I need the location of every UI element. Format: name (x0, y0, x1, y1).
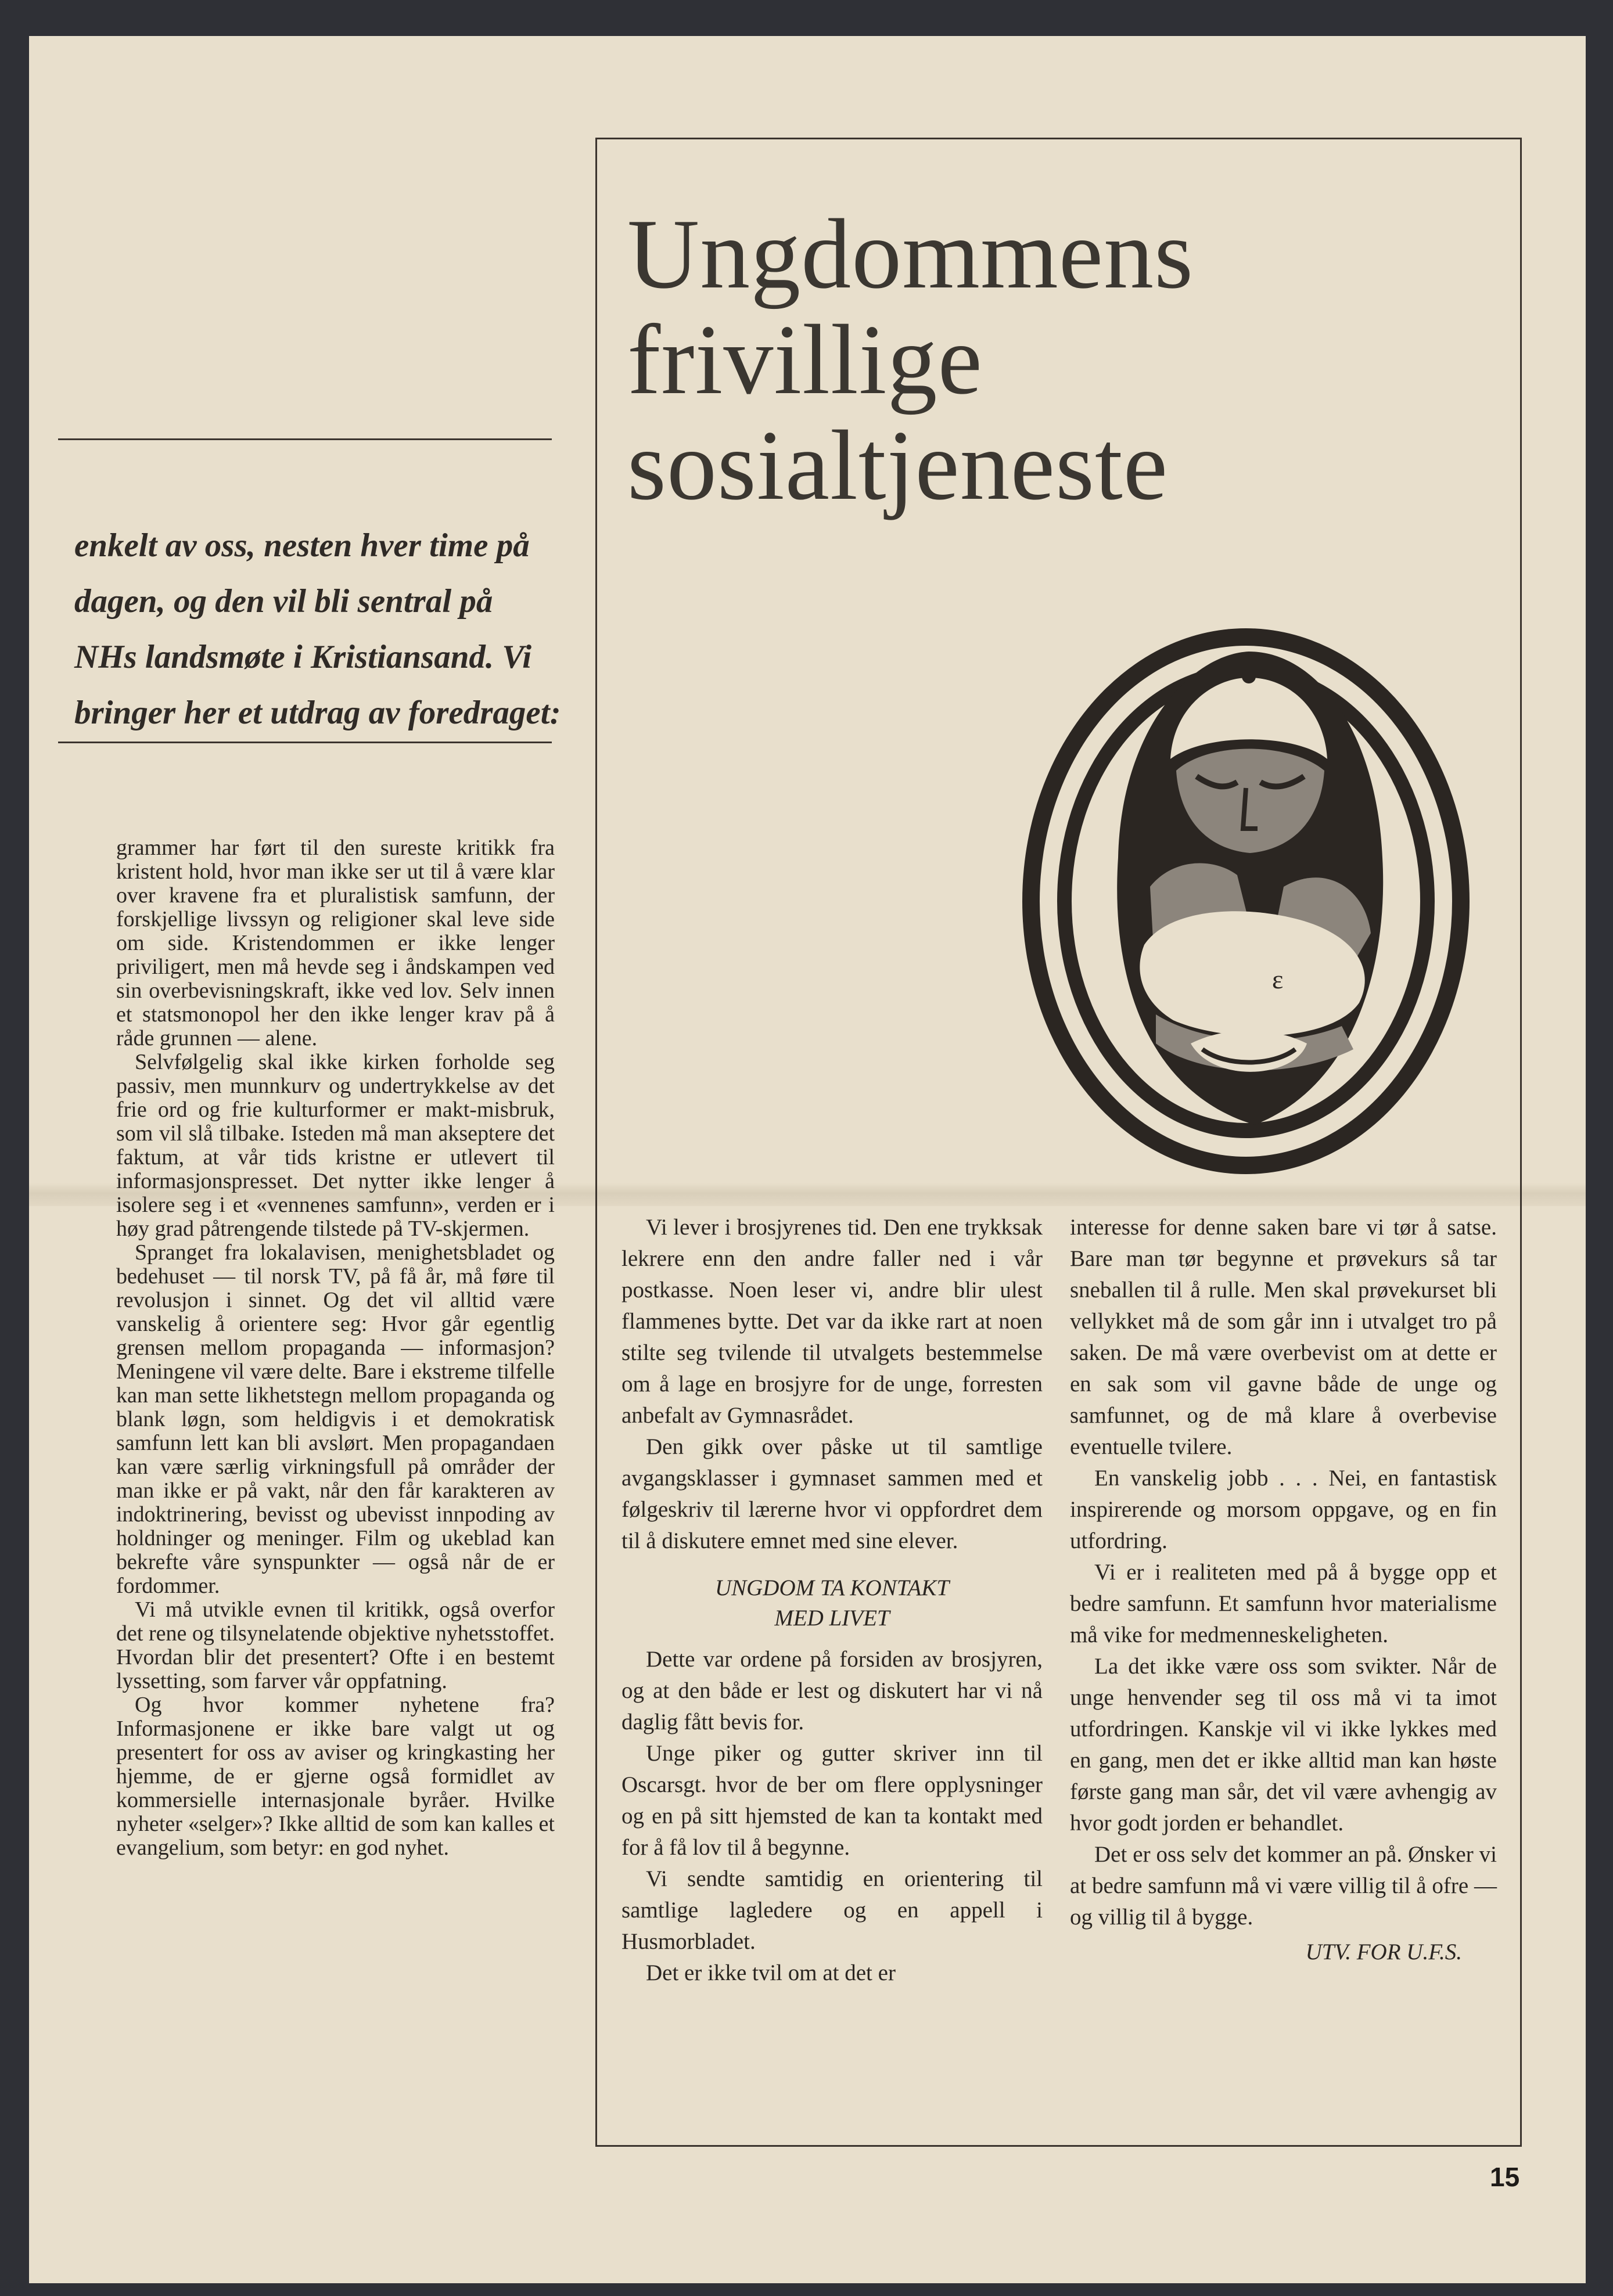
title-line: Ungdommens (627, 199, 1194, 310)
intro-line: NHs landsmøte i Kristiansand. Vi (74, 639, 532, 675)
paragraph: Dette var ordene på forsiden av brosjyren, og at den både er lest og diskutert har vi nå daglig fått bevis for. (622, 1647, 1043, 1734)
paragraph: Og hvor kommer nyhetene fra? Informasjonene er ikke bare valgt ut og presentert for oss av aviser og kringkasting her hjemme, de er gjerne også formidlet av kommersielle internasjonale byråer. Hvilke nyheter «selger»? Ikke alltid de som kan kalles et evangelium, som betyr: en god nyhet. (116, 1693, 555, 1860)
paragraph: La det ikke være oss som svikter. Når de unge henvender seg til oss må vi ta imot utfordringen. Kanskje vil vi ikke lykkes med en gang, men det er ikke alltid man kan høste første gang man sår, det vil være avhengig av hvor godt jorden er behandlet. (1070, 1654, 1497, 1836)
paragraph: grammer har ført til den sureste kritikk fra kristent hold, hvor man ikke ser ut til å være klar over kravene fra et pluralistisk samfunn, der forskjellige livssyn og religioner skal leve side om side. Kristendommen er ikke lenger priviligert, men må hevde seg i åndskampen ved sin overbevisningskraft, ikke ved lov. Selv innen et statsmonopol her den ikke lenger krav på å råde grunnen — alene. (116, 836, 555, 1050)
paragraph: Vi må utvikle evnen til kritikk, også overfor det rene og tilsynelatende objektive nyhetsstoffet. Hvordan blir det presentert? Ofte i en bestemt lyssetting, som farver vår oppfatning. (116, 1597, 555, 1693)
svg-text:ɛ: ɛ (1272, 965, 1284, 994)
body-column-left (116, 836, 555, 1860)
magazine-page (29, 36, 1586, 2283)
paragraph: Vi sendte samtidig en orientering til samtlige lagledere og en appell i Husmorbladet. (622, 1866, 1043, 1954)
paragraph: Unge piker og gutter skriver inn til Oscarsgt. hvor de ber om flere opplysninger og en på sitt hjemsted de kan ta kontakt med for å få lov til å begynne. (622, 1741, 1043, 1860)
article-signature: UTV. FOR U.F.S. (1305, 1939, 1462, 1964)
paragraph: En vanskelig jobb . . . Nei, en fantastisk inspirerende og morsom oppgave, og en fin utfordring. (1070, 1466, 1497, 1553)
paragraph: interesse for denne saken bare vi tør å satse. Bare man tør begynne et prøvekurs så tar sneballen til å rulle. Men skal prøvekurset bli vellykket må de som går inn i utvalget tro på saken. De må være overbevist om at dette er en sak som vil gavne både de unge og samfunnet, og de må klare å overbevise eventuelle tvilere. (1070, 1215, 1497, 1459)
article-subheading (622, 1573, 1043, 1633)
mother-and-child-illustration (982, 585, 1504, 1212)
intro-text (74, 518, 562, 741)
page-number: 15 (1490, 2162, 1520, 2192)
intro-bottom-rule (58, 742, 552, 743)
intro-line: enkelt av oss, nesten hver time på (74, 527, 530, 564)
title-line: sosialtjeneste (627, 411, 1169, 521)
body-column-middle (622, 1212, 1043, 1989)
subheading-line: UNGDOM TA KONTAKT (714, 1575, 950, 1600)
body-column-right (1070, 1212, 1497, 1968)
article-title (627, 201, 1499, 519)
intro-line: bringer her et utdrag av foredraget: (74, 694, 561, 731)
paragraph: Det er oss selv det kommer an på. Ønsker vi at bedre samfunn må vi være villig til å ofre — og villig til å bygge. (1070, 1842, 1497, 1930)
paragraph: Den gikk over påske ut til samtlige avgangsklasser i gymnaset sammen med et følgeskriv til lærerne hvor vi oppfordret dem til å diskutere emnet med sine elever. (622, 1434, 1043, 1553)
paragraph: Vi lever i brosjyrenes tid. Den ene trykksak lekrere enn den andre faller ned i vår postkasse. Noen leser vi, andre blir ulest flammenes bytte. Det var da ikke rart at noen stilte seg tvilende til utvalgets bestemmelse om å lage en brosjyre for de unge, forresten anbefalt av Gymnasrådet. (622, 1215, 1043, 1428)
intro-line: dagen, og den vil bli sentral på (74, 583, 493, 620)
title-line: frivillige (627, 305, 983, 415)
paragraph: Vi er i realiteten med på å bygge opp et bedre samfunn. Et samfunn hvor materialisme må vike for medmenneskeligheten. (1070, 1560, 1497, 1647)
paragraph: Det er ikke tvil om at det er (646, 1960, 896, 1985)
paragraph: Spranget fra lokalavisen, menighetsbladet og bedehuset — til norsk TV, på få år, må føre til revolusjon i sinnet. Og det vil alltid være vanskelig å orientere seg: Hvor går egentlig grensen mellom propaganda — informasjon? Meningene vil være delte. Bare i ekstreme tilfelle kan man sette likhetstegn mellom propaganda og blank løgn, som heldigvis i et demokratisk samfunn lett kan bli avslørt. Men propagandaen kan være særlig virkningsfull på områder der man ikke er på vakt, når den får karakteren av indoktrinering, bevisst og ubevisst innpoding av holdninger og meninger. Film og ukeblad kan bekrefte våre synspunkter — også når de er fordommer. (116, 1240, 555, 1598)
subheading-line: MED LIVET (774, 1606, 890, 1631)
paragraph: Selvfølgelig skal ikke kirken forholde seg passiv, men munnkurv og undertrykkelse av det frie ord og frie kulturformer er makt-misbruk, som vil slå tilbake. Isteden må man akseptere det faktum, at vår tids kristne er utlevert til informasjonspresset. Det nytter ikke lenger å isolere seg i et «vennenes samfunn», verden er i høy grad påtrengende tilstede på TV-skjermen. (116, 1050, 555, 1241)
intro-top-rule (58, 438, 552, 440)
